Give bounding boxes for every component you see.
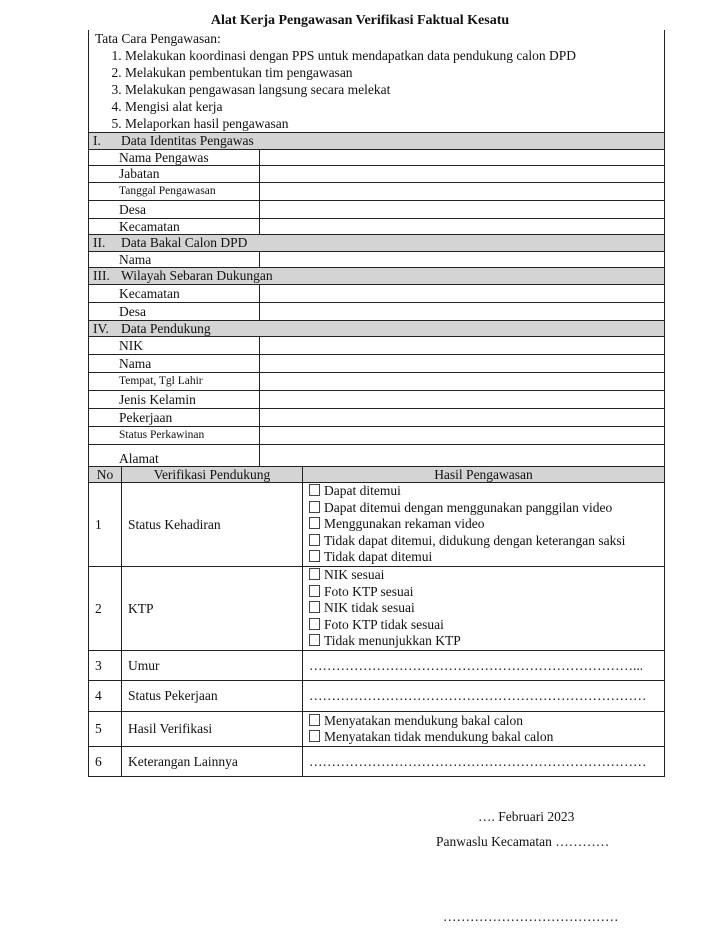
options-cell (303, 712, 665, 747)
intro-step: 4. Mengisi alat kerja (125, 98, 664, 115)
field-value[interactable] (260, 373, 664, 390)
field-row (88, 201, 665, 219)
option-label: NIK tidak sesuai (324, 600, 415, 616)
field-row (88, 373, 665, 391)
field-row (88, 150, 665, 167)
option-label: Menggunakan rekaman video (324, 516, 485, 532)
row-item: Umur (122, 651, 303, 681)
field-row (88, 391, 665, 409)
field-row (88, 303, 665, 321)
option-label: Tidak dapat ditemui, didukung dengan keterangan saksi (324, 532, 626, 548)
row-item: Keterangan Lainnya (122, 747, 303, 777)
intro-step: 3. Melakukan pengawasan langsung secara melekat (125, 81, 664, 98)
signature-name-line[interactable]: ………………………………… (443, 909, 619, 924)
row-number: 4 (89, 681, 122, 712)
field-row (88, 285, 665, 303)
field-value[interactable] (260, 150, 664, 166)
checkbox-option[interactable] (309, 633, 658, 650)
field-row (88, 183, 665, 201)
checkbox-icon[interactable] (309, 501, 320, 513)
checkbox-option[interactable] (309, 584, 658, 601)
col-header-hasil: Hasil Pengawasan (303, 467, 665, 483)
checkbox-option[interactable] (309, 729, 658, 746)
field-label: Desa (89, 303, 260, 320)
row-number: 3 (89, 651, 122, 681)
checkbox-icon[interactable] (309, 484, 320, 496)
row-number: 6 (89, 747, 122, 777)
intro-step: 5. Melaporkan hasil pengawasan (125, 115, 664, 132)
checkbox-icon[interactable] (309, 534, 320, 546)
options-cell (303, 567, 665, 651)
option-label: Dapat ditemui (324, 483, 401, 499)
field-label: Jenis Kelamin (89, 391, 260, 408)
section-header-wilayah (88, 268, 665, 285)
checkbox-icon[interactable] (309, 730, 320, 742)
intro-steps (95, 47, 664, 132)
checkbox-icon[interactable] (309, 568, 320, 580)
section-header-bakal-calon (88, 235, 665, 252)
intro-heading: Tata Cara Pengawasan: (95, 31, 221, 46)
checkbox-option[interactable] (309, 483, 658, 500)
intro-block (88, 30, 665, 132)
document-title: Alat Kerja Pengawasan Verifikasi Faktual Kesatu (210, 13, 510, 28)
row-item: Status Kehadiran (122, 483, 303, 567)
checkbox-option[interactable] (309, 600, 658, 617)
option-label: Tidak dapat ditemui (324, 549, 433, 565)
field-value[interactable] (260, 183, 664, 200)
checkbox-icon[interactable] (309, 601, 320, 613)
field-row (88, 252, 665, 269)
field-label: Status Perkawinan (89, 427, 260, 444)
checkbox-icon[interactable] (309, 550, 320, 562)
signature-date: …. Februari 2023 (478, 809, 575, 824)
col-header-verifikasi: Verifikasi Pendukung (122, 467, 303, 483)
table-row (89, 567, 665, 651)
checkbox-icon[interactable] (309, 585, 320, 597)
field-label: Alamat (89, 445, 260, 466)
field-row (88, 166, 665, 183)
checkbox-option[interactable] (309, 567, 658, 584)
field-row (88, 337, 665, 355)
table-row (89, 651, 665, 681)
checkbox-option[interactable] (309, 500, 658, 517)
section-title: Data Bakal Calon DPD (121, 235, 248, 250)
field-value[interactable] (260, 201, 664, 218)
field-row (88, 355, 665, 373)
field-value[interactable] (260, 219, 664, 235)
row-item: Hasil Verifikasi (122, 712, 303, 747)
checkbox-icon[interactable] (309, 714, 320, 726)
field-value[interactable] (260, 427, 664, 444)
field-value[interactable] (260, 391, 664, 408)
field-label: Nama Pengawas (89, 150, 260, 166)
signature-office: Panwaslu Kecamatan ………… (436, 834, 610, 849)
field-row (88, 427, 665, 445)
option-label: Tidak menunjukkan KTP (324, 633, 461, 649)
field-label: Nama (89, 252, 260, 268)
table-row (89, 483, 665, 567)
section-title: Data Pendukung (121, 320, 211, 336)
col-header-no: No (89, 467, 122, 483)
verification-table (88, 467, 665, 777)
section-number: III. (93, 268, 110, 283)
checkbox-option[interactable] (309, 617, 658, 634)
field-label: Nama (89, 355, 260, 372)
table-row (89, 681, 665, 712)
checkbox-option[interactable] (309, 533, 658, 550)
row-number: 1 (89, 483, 122, 567)
checkbox-icon[interactable] (309, 517, 320, 529)
field-label: Tempat, Tgl Lahir (89, 373, 260, 390)
field-label: Desa (89, 201, 260, 218)
section-number: IV. (93, 320, 109, 336)
field-value[interactable] (260, 409, 664, 426)
option-label: NIK sesuai (324, 567, 385, 583)
intro-step: 1. Melakukan koordinasi dengan PPS untuk mendapatkan data pendukung calon DPD (125, 47, 664, 64)
field-label: Pekerjaan (89, 409, 260, 426)
table-row (89, 747, 665, 777)
field-value[interactable] (260, 166, 664, 182)
field-label: NIK (89, 337, 260, 354)
checkbox-icon[interactable] (309, 634, 320, 646)
option-label: Foto KTP sesuai (324, 583, 414, 599)
fill-line[interactable]: ………………………………………………………………... (303, 651, 665, 681)
field-value[interactable] (260, 252, 664, 268)
field-value[interactable] (260, 337, 664, 354)
fill-line[interactable]: ………………………………………………………………… (303, 681, 665, 712)
section-title: Data Identitas Pengawas (121, 133, 254, 148)
checkbox-option[interactable] (309, 713, 658, 730)
checkbox-icon[interactable] (309, 618, 320, 630)
field-label: Jabatan (89, 166, 260, 182)
checkbox-option[interactable] (309, 516, 658, 533)
field-row (88, 409, 665, 427)
field-value[interactable] (260, 285, 664, 302)
field-row (88, 219, 665, 236)
fill-line[interactable]: ………………………………………………………………… (303, 747, 665, 777)
option-label: Menyatakan mendukung bakal calon (324, 712, 524, 728)
section-number: II. (93, 235, 106, 250)
field-value[interactable] (260, 355, 664, 372)
row-item: KTP (122, 567, 303, 651)
option-label: Dapat ditemui dengan menggunakan panggilan video (324, 499, 613, 515)
row-number: 5 (89, 712, 122, 747)
table-row (89, 712, 665, 747)
field-label: Kecamatan (89, 285, 260, 302)
field-value[interactable] (260, 303, 664, 320)
row-item: Status Pekerjaan (122, 681, 303, 712)
section-header-pendukung (88, 321, 665, 338)
field-label: Kecamatan (89, 219, 260, 235)
row-number: 2 (89, 567, 122, 651)
section-title: Wilayah Sebaran Dukungan (121, 268, 273, 283)
section-number: I. (93, 133, 101, 148)
intro-step: 2. Melakukan pembentukan tim pengawasan (125, 64, 664, 81)
section-header-identitas (88, 132, 665, 150)
option-label: Menyatakan tidak mendukung bakal calon (324, 729, 554, 744)
form-frame (88, 30, 665, 777)
field-label: Tanggal Pengawasan (89, 183, 260, 200)
table-header-row (89, 467, 665, 483)
option-label: Foto KTP tidak sesuai (324, 616, 444, 632)
field-row (88, 445, 665, 467)
options-cell (303, 483, 665, 567)
checkbox-option[interactable] (309, 549, 658, 566)
